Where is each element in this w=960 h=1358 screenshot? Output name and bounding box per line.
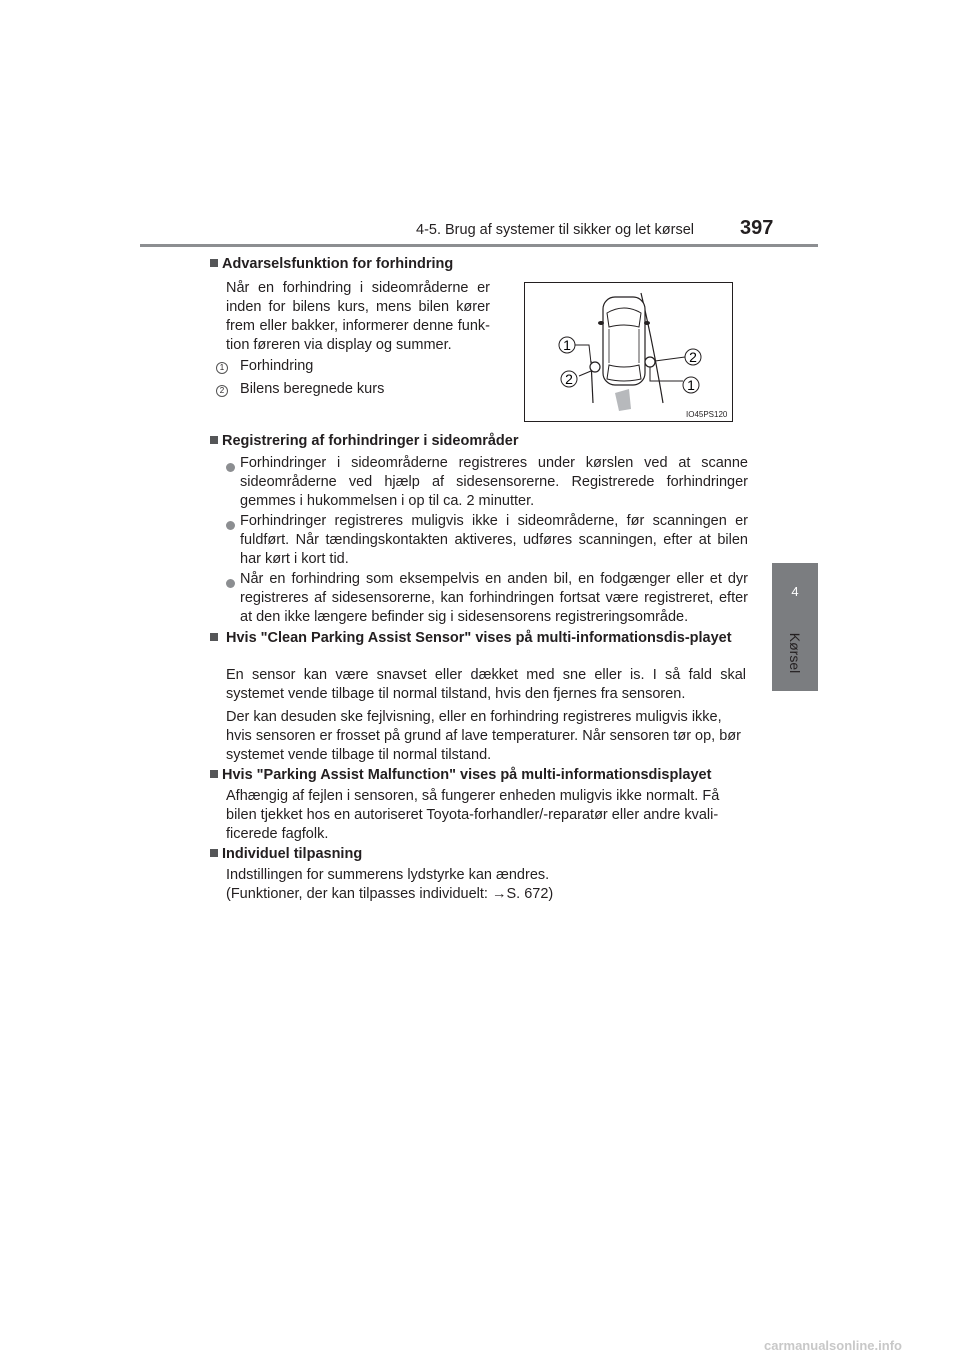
section-body: Afhængig af fejlen i sensoren, så fungerer enheden muligvis ikke normalt. Få bilen tjekket hos en autoriseret Toyota-forhandler/-reparatør eller andre kvali-ficerede fagfolk.	[226, 788, 720, 842]
callout-label: 1	[687, 377, 695, 393]
callout-number-icon: 2	[216, 385, 228, 397]
legend-item: 1 Forhindring	[216, 357, 313, 376]
round-bullet-icon	[226, 459, 235, 477]
bullet-text: Når en forhindring som eksempelvis en anden bil, en fodgænger eller et dyr registreres af sidesensorerne, kan forhindringen fortsat være registreret, efter at den ikke længere befinder sig i sidesensorens registreringsområde.	[240, 571, 748, 625]
callout-label: 2	[565, 371, 573, 387]
section-header: 4-5. Brug af systemer til sikker og let kørsel	[416, 222, 694, 238]
round-bullet-icon	[226, 575, 235, 593]
bullet-text: Forhindringer i sideområderne registreres under kørslen ved at scanne sideområderne ved hjælp af sidesensorerne. Registrerede forhindringer gemmes i hukommelsen i op til ca. 2 minutter.	[240, 455, 748, 509]
section-heading	[210, 629, 222, 648]
callout-label: 1	[563, 337, 571, 353]
section-body: En sensor kan være snavset eller dækket med sne eller is. I så fald skal systemet vende tilbage til normal tilstand, hvis den fjernes fra sensoren.	[226, 667, 746, 702]
section-body: Når en forhindring i sideområderne er inden for bilens kurs, mens bilen kører frem eller bakker, informerer denne funk-tion føreren via display og summer.	[226, 280, 490, 353]
section-body: Indstillingen for summerens lydstyrke kan ændres.	[226, 867, 550, 883]
square-bullet-icon	[210, 633, 218, 641]
section-heading: Registrering af forhindringer i sideområder	[210, 432, 519, 451]
section-heading-text: Hvis "Clean Parking Assist Sensor" vises på multi-informationsdis-playet	[226, 630, 732, 646]
square-bullet-icon	[210, 436, 218, 444]
round-bullet-icon	[226, 517, 235, 535]
watermark: carmanualsonline.info	[764, 1338, 902, 1353]
car-top-view-illustration	[525, 283, 732, 421]
section-heading: Hvis "Parking Assist Malfunction" vises på multi-informationsdisplayet	[210, 766, 711, 785]
section-heading: Individuel tilpasning	[210, 845, 362, 864]
square-bullet-icon	[210, 770, 218, 778]
parking-sensor-diagram	[524, 282, 733, 422]
section-body: Der kan desuden ske fejlvisning, eller en forhindring registreres muligvis ikke, hvis sensoren er frosset på grund af lave temperaturer. Når sensoren tør op, bør systemet vende tilbage til normal tilstand.	[226, 709, 741, 763]
square-bullet-icon	[210, 849, 218, 857]
chapter-number: 4	[791, 584, 799, 599]
page-number: 397	[740, 217, 774, 239]
section-heading: Advarselsfunktion for forhindring	[210, 255, 453, 274]
legend-item: 2 Bilens beregnede kurs	[216, 380, 384, 399]
chapter-title: Kørsel	[787, 632, 803, 674]
callout-number-icon: 1	[216, 362, 228, 374]
illustration-code: IO45PS120	[686, 410, 728, 419]
header-divider	[140, 244, 818, 247]
square-bullet-icon	[210, 259, 218, 267]
bullet-text: Forhindringer registreres muligvis ikke i sideområderne, før scanningen er fuldført. Når tændingskontakten aktiveres, udføres scanningen, efter at bilen har kørt i kort tid.	[240, 513, 748, 567]
callout-label: 2	[689, 349, 697, 365]
cross-reference: (Funktioner, der kan tilpasses individuelt: →S. 672)	[226, 886, 554, 902]
